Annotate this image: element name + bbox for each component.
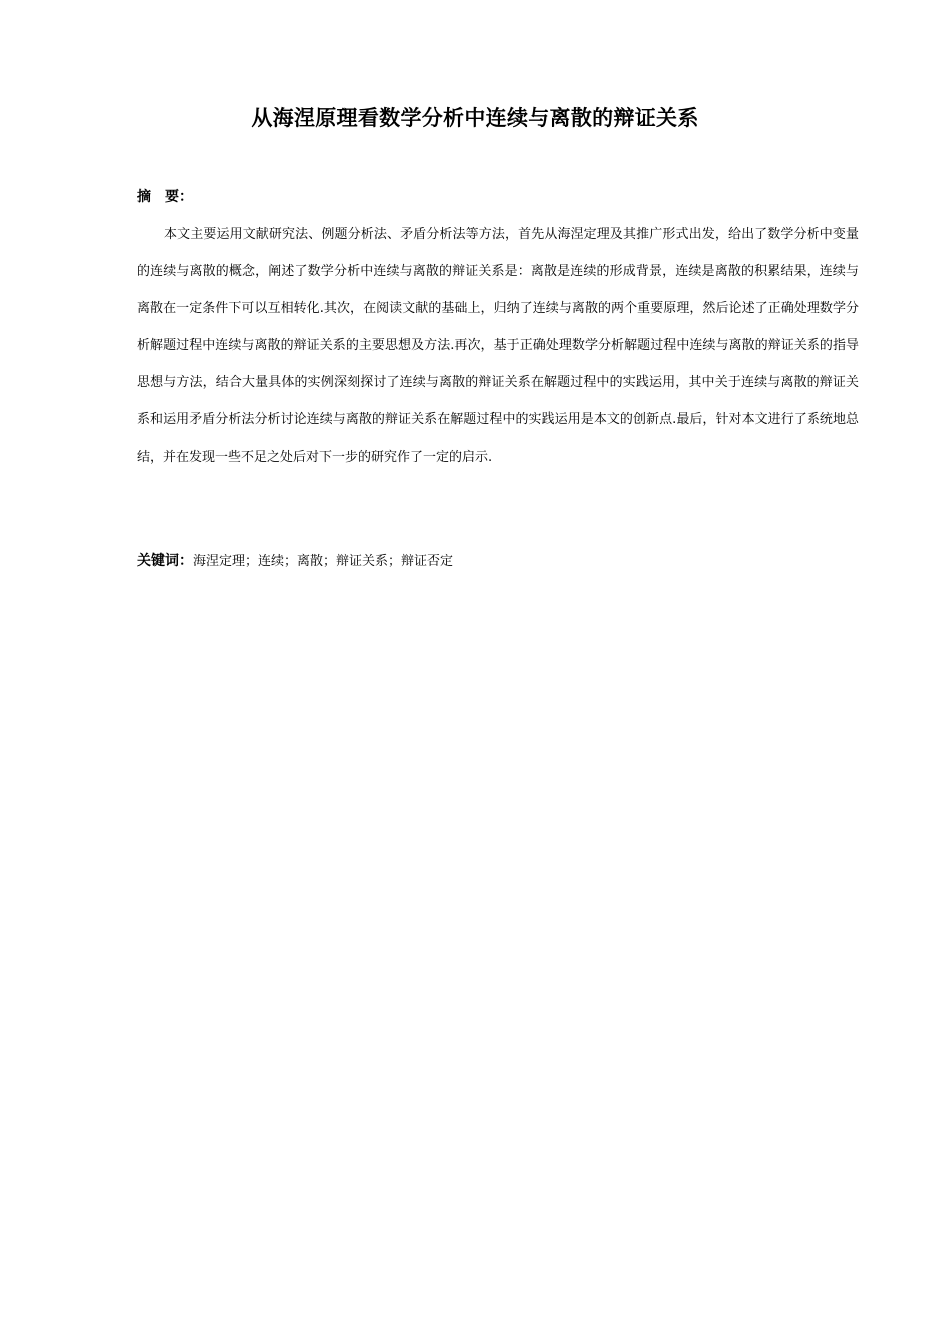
keywords-line [137, 550, 859, 573]
abstract-body: 本文主要运用文献研究法、例题分析法、矛盾分析法等方法，首先从海涅定理及其推广形式出发，给出了数学分析中变量的连续与离散的概念，阐述了数学分析中连续与离散的辩证关系是：离散是连续的形成背景，连续是离散的积累结果，连续与离散在一定条件下可以互相转化.其次，在阅读文献的基础上，归纳了连续与离散的两个重要原理，然后论述了正确处理数学分析解题过程中连续与离散的辩证关系的主要思想及方法.再次，基于正确处理数学分析解题过程中连续与离散的辩证关系的指导思想与方法，结合大量具体的实例深刻探讨了连续与离散的辩证关系在解题过程中的实践运用，其中关于连续与离散的辩证关系和运用矛盾分析法分析讨论连续与离散的辩证关系在解题过程中的实践运用是本文的创新点.最后，针对本文进行了系统地总结，并在发现一些不足之处后对下一步的研究作了一定的启示. [137, 227, 859, 465]
keywords-label: 关键词： [137, 553, 193, 569]
paper-title: 从海涅原理看数学分析中连续与离散的辩证关系 [251, 106, 699, 130]
keywords-text: 海涅定理；连续；离散；辩证关系；辩证否定 [193, 554, 454, 569]
abstract-heading: 摘 要： [137, 189, 193, 205]
